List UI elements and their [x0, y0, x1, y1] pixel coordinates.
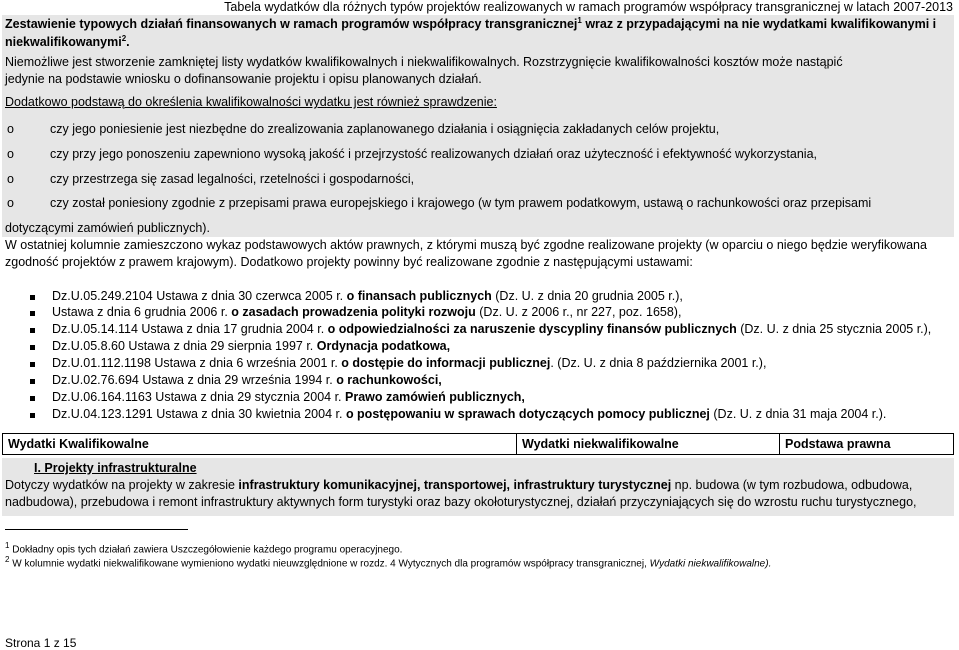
intro-para-1: Niemożliwe jest stworzenie zamkniętej listy wydatków kwalifikowalnych i niekwalifikowalnych. — [5, 55, 520, 69]
bullet-o: o — [7, 196, 14, 210]
table-header-row — [2, 433, 954, 455]
law-text: (Dz. U. z dnia 25 stycznia 2005 r.), — [736, 322, 932, 336]
check-item: czy jego poniesienie jest niezbędne do zrealizowania zaplanowanego działania i osiągnięcia zakładanych celów projektu, — [50, 122, 720, 136]
footnote-ref-1[interactable]: 1 — [577, 16, 582, 25]
check-item: czy przestrzega się zasad legalności, rzetelności i gospodarności, — [50, 172, 415, 186]
footnote-italic: Wydatki niekwalifikowalne). — [649, 558, 772, 570]
law-item — [52, 373, 442, 387]
footnote-separator — [5, 529, 188, 530]
law-title: o odpowiedzialności za naruszenie dyscypliny finansów publicznych — [327, 322, 737, 336]
law-title: Prawo zamówień publicznych, — [345, 390, 525, 404]
law-item — [52, 289, 683, 303]
law-item — [52, 322, 931, 336]
footnote-1 — [5, 541, 402, 555]
section-heading: I. Projekty infrastrukturalne — [34, 461, 197, 475]
title-line2: niekwalifikowanymi — [5, 35, 122, 50]
column-header-eligible: Wydatki Kwalifikowalne — [2, 433, 517, 455]
law-item — [52, 407, 886, 421]
checks-intro: Dodatkowo podstawą do określenia kwalifikowalności wydatku jest również sprawdzenie: — [5, 95, 497, 109]
section-bold-text: infrastruktury komunikacyjnej, transportowej, infrastruktury turystycznej — [238, 478, 672, 492]
footnote-text: Dokładny opis tych działań zawiera Uszczegółowienie każdego programu operacyjnego. — [9, 544, 403, 556]
law-item — [52, 356, 766, 370]
bullet-o: o — [7, 122, 14, 136]
law-title: Ordynacja podatkowa, — [316, 339, 451, 353]
law-text: Dz.U.05.249.2104 Ustawa z dnia 30 czerwca 2005 r. — [52, 289, 347, 303]
law-text: Dz.U.01.112.1198 Ustawa z dnia 6 września 2001 r. — [52, 356, 342, 370]
law-item — [52, 390, 525, 404]
law-title: o zasadach prowadzenia polityki rozwoju — [231, 305, 476, 319]
law-title: o rachunkowości, — [336, 373, 442, 387]
column-header-legal-basis: Podstawa prawna — [779, 433, 954, 455]
law-text: Ustawa z dnia 6 grudnia 2006 r. — [52, 305, 232, 319]
section-para-2: nadbudowa), przebudowa i remont infrastruktury aktywnych form turystyki oraz bazy okołoturystycznej, działań przyczyniających się do wzrostu ruchu turystycznego, — [5, 495, 917, 509]
square-bullet — [30, 379, 35, 384]
law-item — [52, 305, 681, 319]
square-bullet — [30, 413, 35, 418]
law-title: o dostępie do informacji publicznej — [341, 356, 551, 370]
document-title-line2 — [5, 34, 130, 49]
intro-para-2a: Rozstrzygnięcie kwalifikowalności kosztów może nastąpić — [523, 55, 843, 69]
title-end: . — [126, 35, 130, 50]
footnote-ref-2[interactable]: 2 — [121, 34, 127, 43]
law-text: Dz.U.05.8.60 Ustawa z dnia 29 sierpnia 1997 r. — [52, 339, 317, 353]
section-para-1 — [5, 478, 912, 492]
square-bullet — [30, 396, 35, 401]
page-header: Tabela wydatków dla różnych typów projektów realizowanych w ramach programów współpracy transgranicznej w latach 2007-2013 — [224, 0, 953, 14]
square-bullet — [30, 311, 35, 316]
square-bullet — [30, 328, 35, 333]
law-item — [52, 339, 450, 353]
laws-intro-line1: W ostatniej kolumnie zamieszczono wykaz podstawowych aktów prawnych, z którymi muszą być zgodne realizowane projekty (w oparciu o niego będzie weryfikowana — [5, 238, 927, 252]
square-bullet — [30, 345, 35, 350]
footnote-2 — [5, 555, 771, 569]
document-title — [5, 16, 936, 31]
law-text: (Dz. U. z dnia 31 maja 2004 r.). — [709, 407, 887, 421]
title-part1: Zestawienie typowych działań finansowanych w ramach programów współpracy transgranicznej — [5, 17, 578, 32]
footnote-number: 1 — [5, 541, 10, 550]
section-text: Dotyczy wydatków na projekty w zakresie — [5, 478, 239, 492]
footnote-number: 2 — [5, 555, 10, 564]
intro-para-2b: jedynie na podstawie wniosku o dofinansowanie projektu i opisu planowanych działań. — [5, 72, 482, 86]
page-number: Strona 1 z 15 — [5, 636, 77, 650]
section-text: np. budowa (w tym rozbudowa, odbudowa, — [671, 478, 913, 492]
check-item: czy przy jego ponoszeniu zapewniono wysoką jakość i przejrzystość realizowanych działań oraz użyteczność i efektywność wykorzystania, — [50, 147, 818, 161]
bullet-o: o — [7, 172, 14, 186]
square-bullet — [30, 362, 35, 367]
law-title: o finansach publicznych — [346, 289, 492, 303]
checks-block — [2, 93, 954, 237]
law-text: . (Dz. U. z dnia 8 października 2001 r.), — [550, 356, 767, 370]
check-item-continued: dotyczącymi zamówień publicznych). — [5, 221, 210, 235]
law-text: Dz.U.04.123.1291 Ustawa z dnia 30 kwietnia 2004 r. — [52, 407, 346, 421]
check-item: czy został poniesiony zgodnie z przepisami prawa europejskiego i krajowego (w tym prawem podatkowym, ustawą o rachunkowości oraz przepisami — [50, 196, 872, 210]
law-text: Dz.U.06.164.1163 Ustawa z dnia 29 stycznia 2004 r. — [52, 390, 345, 404]
law-text: (Dz. U. z dnia 20 grudnia 2005 r.), — [491, 289, 683, 303]
law-text: Dz.U.05.14.114 Ustawa z dnia 17 grudnia 2004 r. — [52, 322, 328, 336]
title-part2: wraz z przypadającymi na nie wydatkami kwalifikowanymi i — [581, 17, 937, 32]
law-title: o postępowaniu w sprawach dotyczących pomocy publicznej — [345, 407, 710, 421]
laws-intro-line2: zgodność projektów z prawem krajowym). Dodatkowo projekty powinny być realizowane zgodnie z następującymi ustawami: — [5, 255, 693, 269]
square-bullet — [30, 295, 35, 300]
bullet-o: o — [7, 147, 14, 161]
law-text: (Dz. U. z 2006 r., nr 227, poz. 1658), — [475, 305, 682, 319]
law-text: Dz.U.02.76.694 Ustawa z dnia 29 września 1994 r. — [52, 373, 337, 387]
footnote-text: W kolumnie wydatki niekwalifikowane wymieniono wydatki nieuwzględnione w rozdz. 4 Wytycznych dla programów współpracy transgranicznej, — [9, 558, 650, 570]
column-header-ineligible: Wydatki niekwalifikowalne — [516, 433, 780, 455]
